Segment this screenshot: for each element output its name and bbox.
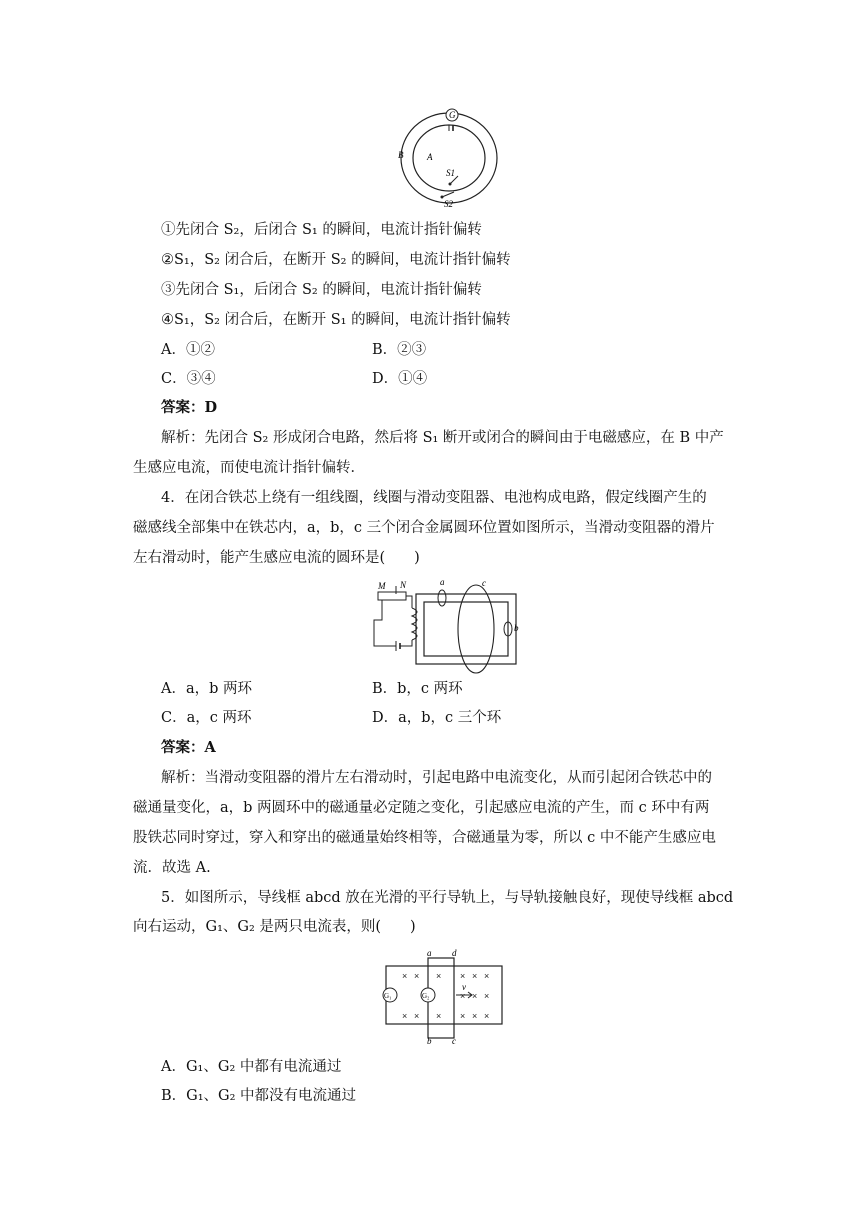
q3-answer: 答案：D [161,399,218,416]
q4-analysis-2: 磁通量变化，a，b 两圆环中的磁通量必定随之变化，引起感应电流的产生，而 c 环中有两 [133,800,710,816]
q4-stem-1: 4．在闭合铁芯上绕有一组线圈，线圈与滑动变阻器、电池构成电路，假定线圈产生的 [161,490,707,506]
fig1-b-label: B [398,150,404,160]
q4-analysis-4: 流．故选 A. [133,860,211,876]
fig3-cross: × [402,971,408,981]
q5-stem-1: 5．如图所示，导线框 abcd 放在光滑的平行导轨上，与导轨接触良好，现使导线框 abcd [161,890,734,906]
fig2-c-label: c [482,580,486,588]
fig3-c-label: c [452,1036,456,1044]
fig2-n-label: N [400,580,407,590]
fig3-cross: × [472,971,478,981]
fig3-cross: × [460,991,466,1001]
q4-option-c: C．a，c 两环 [161,710,252,726]
figure-ring-circuit [394,104,504,210]
figure-iron-core [372,580,532,680]
q3-option-b: B．②③ [372,342,427,358]
fig3-cross: × [484,971,490,981]
figure-rails-frame [378,948,508,1044]
item-3: ③先闭合 S₁，后闭合 S₂ 的瞬间，电流计指针偏转 [161,282,482,298]
fig3-cross: × [460,1011,466,1021]
q4-answer: 答案：A [161,739,216,756]
fig3-cross: × [472,991,478,1001]
fig3-g2-label: G₂ [422,992,430,1000]
fig3-g1-label: G₁ [384,992,392,1000]
fig2-m-label: M [378,581,386,591]
fig1-s1-label: S1 [446,168,455,178]
item-1: ①先闭合 S₂，后闭合 S₁ 的瞬间，电流计指针偏转 [161,222,482,238]
fig3-cross: × [460,971,466,981]
fig3-cross: × [414,971,420,981]
q4-stem-2: 磁感线全部集中在铁芯内，a，b，c 三个闭合金属圆环位置如图所示，当滑动变阻器的滑片 [133,520,715,536]
fig3-crosses [402,971,489,1021]
fig1-g-label: G [449,110,456,120]
fig3-cross: × [436,1011,442,1021]
q3-analysis-1: 解析：先闭合 S₂ 形成闭合电路，然后将 S₁ 断开或闭合的瞬间由于电磁感应，在 B 中产 [161,430,724,446]
q4-option-b: B．b，c 两环 [372,681,463,697]
fig2-b-label: b [514,623,519,633]
fig3-b-label: b [427,1036,432,1044]
fig1-s2-label: S2 [444,199,453,209]
q4-stem-3: 左右滑动时，能产生感应电流的圆环是( ) [133,550,420,566]
q3-option-a: A．①② [161,342,215,358]
fig3-a-label: a [427,948,432,958]
fig1-a-label: A [427,152,433,162]
q4-option-d: D．a，b，c 三个环 [372,710,502,726]
item-4: ④S₁，S₂ 闭合后，在断开 S₁ 的瞬间，电流计指针偏转 [161,312,511,328]
q5-option-b: B．G₁、G₂ 中都没有电流通过 [161,1088,357,1104]
fig3-cross: × [436,971,442,981]
q3-analysis-2: 生感应电流，而使电流计指针偏转． [133,460,365,476]
item-2: ②S₁，S₂ 闭合后，在断开 S₂ 的瞬间，电流计指针偏转 [161,252,511,268]
fig3-cross: × [402,1011,408,1021]
q4-option-a: A．a，b 两环 [161,681,253,697]
q5-stem-2: 向右运动，G₁、G₂ 是两只电流表，则( ) [133,919,416,935]
fig3-cross: × [472,1011,478,1021]
q3-option-d: D．①④ [372,371,428,387]
fig3-cross: × [484,1011,490,1021]
q3-option-c: C．③④ [161,371,216,387]
fig3-cross: × [414,1011,420,1021]
fig3-d-label: d [452,948,457,958]
fig2-a-label: a [440,580,445,587]
fig3-v-label: v [462,982,466,992]
q5-option-a: A．G₁、G₂ 中都有电流通过 [161,1059,342,1075]
fig3-cross: × [484,991,490,1001]
q4-analysis-3: 股铁芯同时穿过，穿入和穿出的磁通量始终相等，合磁通量为零，所以 c 中不能产生感应电 [133,830,716,846]
q4-analysis-1: 解析：当滑动变阻器的滑片左右滑动时，引起电路中电流变化，从而引起闭合铁芯中的 [161,770,712,786]
